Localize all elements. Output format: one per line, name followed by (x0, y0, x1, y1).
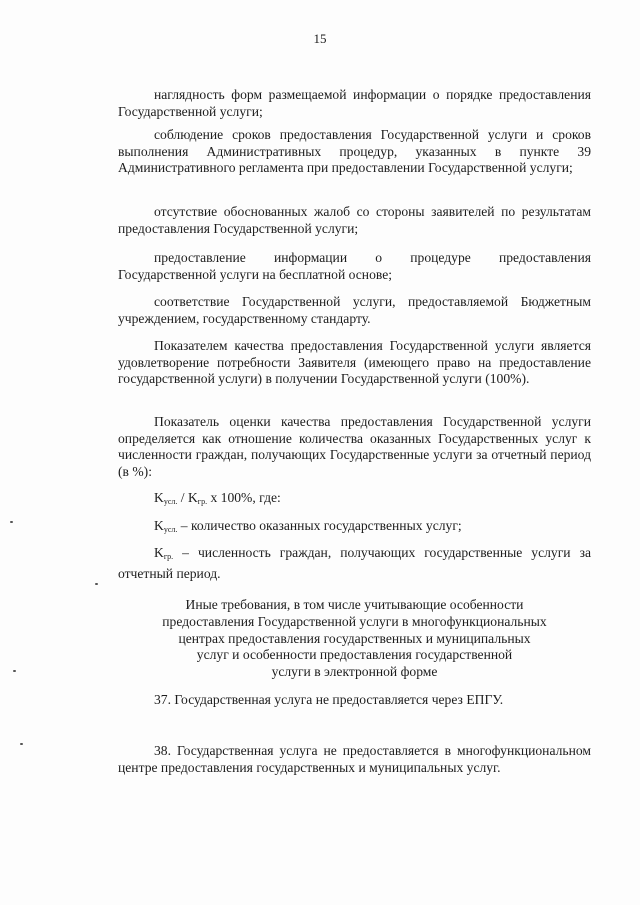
paragraph-free-info: предоставление информации о процедуре предоставления Государственной услуги на бесплатной основе; (118, 250, 591, 282)
scan-speck (10, 521, 13, 523)
scan-speck (95, 583, 98, 585)
item-38: 38. Государственная услуга не предоставляется в многофункциональном центре предоставления государственных и муниципальных услуг. (118, 743, 591, 775)
definition-k-usl: $K_{усл.}$ – количество оказанных государственных услуг; (154, 518, 462, 534)
formula: $K_{усл.} / K_{гр.}$ x 100%, где: (154, 490, 281, 506)
heading-line: Иные требования, в том числе учитывающие особенности (185, 597, 524, 612)
paragraph-standard: соответствие Государственной услуги, предоставляемой Бюджетным учреждением, государственному стандарту. (118, 294, 591, 326)
definition-k-gr: $K_{гр.}$ – численность граждан, получающих государственные услуги за отчетный период. (118, 545, 591, 581)
scan-speck (13, 670, 16, 672)
paragraph-complaints: отсутствие обоснованных жалоб со стороны заявителей по результатам предоставления Государственной услуги; (118, 204, 591, 236)
heading-line: центрах предоставления государственных и муниципальных (178, 631, 531, 646)
paragraph-quality-assessment: Показатель оценки качества предоставления Государственной услуги определяется как отношение количества оказанных Государственных услуг к численности граждан, получающих Государственные услуги за отчетный период (в %): (118, 414, 591, 479)
paragraph-clarity: наглядность форм размещаемой информации о порядке предоставления Государственной услуги; (118, 87, 591, 119)
heading-line: услуг и особенности предоставления государственной (196, 647, 513, 662)
heading-line: предоставления Государственной услуги в многофункциональных (162, 614, 547, 629)
paragraph-deadlines: соблюдение сроков предоставления Государственной услуги и сроков выполнения Административных процедур, указанных в пункте 39 Административного регламента при предоставлении Государственной услуги; (118, 127, 591, 175)
heading-line: услуги в электронной форме (271, 664, 438, 679)
item-37: 37. Государственная услуга не предоставляется через ЕПГУ. (154, 692, 504, 707)
scan-speck (20, 743, 23, 745)
page-number: 15 (313, 31, 327, 46)
paragraph-quality-indicator: Показателем качества предоставления Государственной услуги является удовлетворение потребности Заявителя (имеющего право на предоставление государственной услуги) в получении Государственной услуги (100%). (118, 338, 591, 386)
